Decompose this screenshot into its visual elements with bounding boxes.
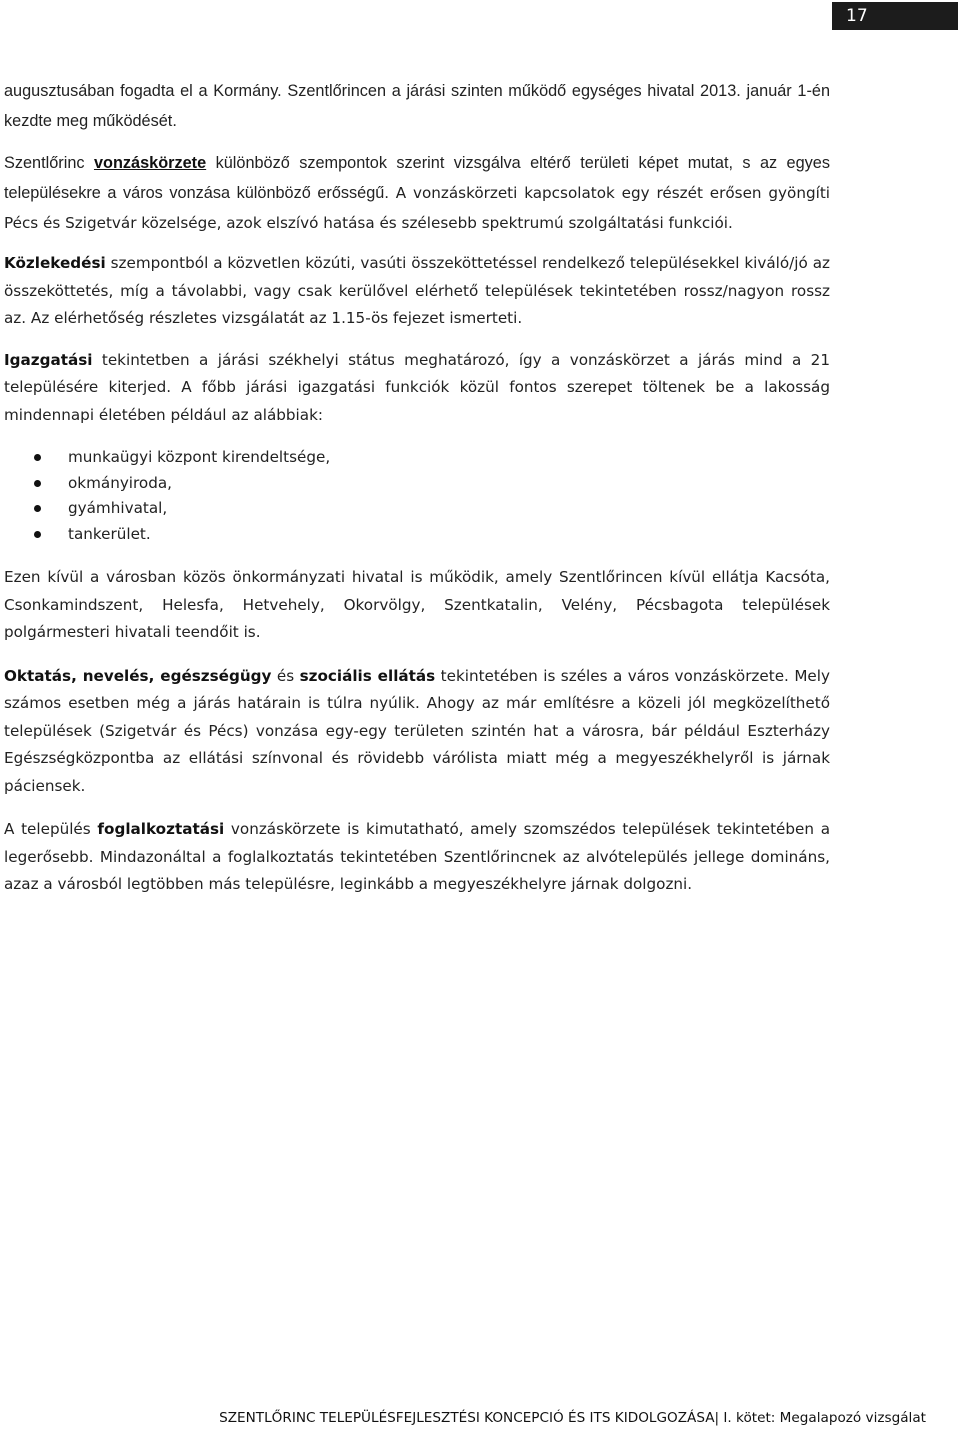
term-kozlekedesi: Közlekedési: [4, 254, 106, 272]
page-number: 17: [832, 2, 958, 30]
document-body: [4, 76, 830, 899]
paragraph-text: tekintetében is széles a város vonzáskörzete. Mely számos esetben még a járás határain is túlra nyúlik. Ahogy az már említésre a közeli jól megközelíthető települések (Szigetvár és Pécs) vonzása egy-egy területen szintén hat a városra, bár például Eszterházy Egészségközpontba az ellátási színvonal és rövidebb várólista miatt még a megyeszékhelyről is járnak páciensek.: [4, 666, 830, 795]
list-item: [68, 471, 830, 497]
paragraph-vonzaskorzete: [4, 148, 830, 238]
paragraph-onkormanyzati-hivatal: Ezen kívül a városban közös önkormányzati hivatal is működik, amely Szentlőrincen kívül ellátja Kacsóta, Csonkamindszent, Helesfa, Hetvehely, Okorvölgy, Szentkatalin, Velény, Pécsbagota települések polgármesteri hivatali teendőit is.: [4, 568, 830, 641]
paragraph-text: szempontból a közvetlen közúti, vasúti összeköttetéssel rendelkező településekkel kiváló/jó az összeköttetés, míg a távolabbi, vagy csak kerülővel elérhető települések tekintetében rossz/nagyon rossz az. Az elérhetőség részletes vizsgálatát az 1.15-ös fejezet ismerteti.: [4, 254, 830, 327]
bullet-icon: [34, 454, 41, 461]
list-item: [68, 445, 830, 471]
paragraph-text: vonzáskörzete is kimutatható, amely szomszédos települések tekintetében a legerősebb. Mindazonáltal a foglalkoztatás tekintetében Szentlőrincnek az alvótelepülés jellege domináns, azaz a városból legtöbben más településre, leginkább a megyeszékhelyre járnak dolgozni.: [4, 820, 831, 893]
paragraph-oktatas: [4, 663, 830, 801]
bullet-icon: [34, 505, 41, 512]
paragraph-igazgatas: [4, 347, 830, 430]
paragraph-foglalkoztatas: [4, 816, 830, 899]
paragraph-text: tekintetben a járási székhelyi státus meghatározó, így a vonzáskörzet a járás mind a 21 településére kiterjed. A főbb járási igazgatási funkciók közül fontos szerepet töltenek be a lakosság mindennapi életében például az alábbiak:: [4, 350, 830, 424]
paragraph-text: Szentlőrinc: [4, 154, 94, 172]
term-szocialis: szociális ellátás: [299, 666, 436, 685]
paragraph-text: A település: [4, 820, 98, 838]
list-item: [68, 496, 830, 522]
paragraph-kozlekedes: [4, 250, 830, 333]
bullet-icon: [34, 531, 41, 538]
list-item-text: gyámhivatal,: [68, 499, 168, 517]
bullet-list: [4, 445, 830, 547]
list-item-text: tankerület.: [68, 524, 151, 543]
paragraph-text: különböző szempontok szerint vizsgálva eltérő területi képet mutat, s az egyes településekre a város vonzása különböző erősségű.: [4, 154, 830, 202]
term-foglalkoztatasi: foglalkoztatási: [97, 820, 225, 838]
term-vonzaskorzete: vonzáskörzete: [93, 154, 207, 172]
paragraph-intro: augusztusában fogadta el a Kormány. Szentlőrincen a járási szinten működő egységes hivatal 2013. január 1-én kezdte meg működését.: [4, 82, 830, 130]
list-item-text: munkaügyi központ kirendeltsége,: [68, 448, 331, 466]
term-igazgatasi: Igazgatási: [4, 350, 93, 369]
list-item-text: okmányiroda,: [68, 473, 172, 492]
bullet-icon: [34, 480, 41, 487]
paragraph-text: és: [271, 666, 300, 685]
term-oktatas: Oktatás, nevelés, egészségügy: [4, 666, 272, 685]
paragraph-text: A vonzáskörzeti kapcsolatok egy részét erősen gyöngíti Pécs és Szigetvár közelsége, azok elszívó hatása és szélesebb spektrumú szolgáltatási funkciói.: [4, 184, 830, 232]
list-item: [68, 522, 830, 548]
page-footer: SZENTLŐRINC TELEPÜLÉSFEJLESZTÉSI KONCEPCIÓ ÉS ITS KIDOLGOZÁSA| I. kötet: Megalapozó vizsgálat: [219, 1410, 926, 1426]
